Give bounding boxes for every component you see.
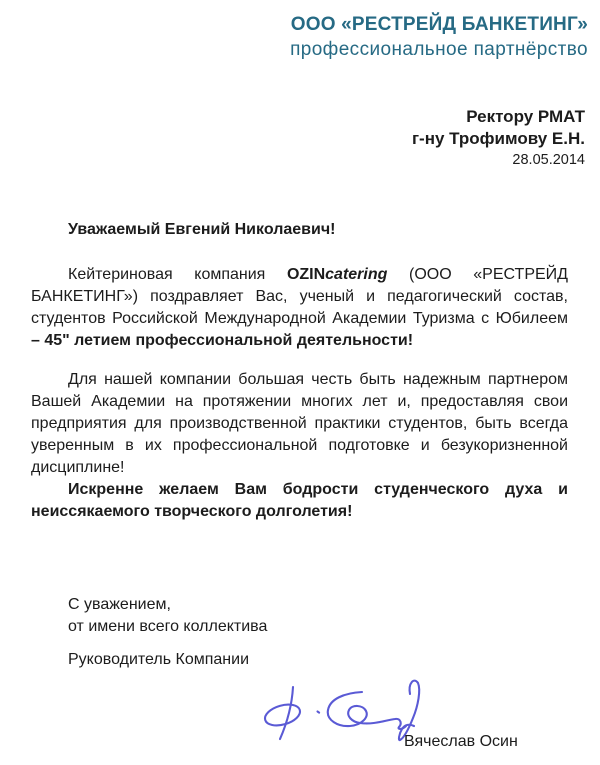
salutation: Уважаемый Евгений Николаевич! — [68, 221, 336, 238]
closing-line-1: С уважением, — [68, 596, 171, 613]
p1-lead: Кейтериновая компания — [68, 266, 287, 283]
paragraph-wishes: Искренне желаем Вам бодрости студенческого духа и неиссякаемого творческого долголетия! — [31, 481, 568, 520]
p1-rest: (ООО «РЕСТРЕЙД БАНКЕТИНГ») поздравляет Вас, ученый и педагогический состав, студентов Российской Международной Академии Туризма с Юбилеем — [31, 266, 568, 327]
letter-date: 28.05.2014 — [512, 152, 585, 168]
brand-suffix: catering — [325, 266, 388, 283]
signer-role: Руководитель Компании — [68, 651, 250, 668]
letterhead — [290, 12, 588, 62]
recipient-name: г-ну Трофимову Е.Н. — [411, 129, 585, 148]
paragraph-congratulation — [31, 264, 568, 352]
recipient-block — [412, 106, 585, 169]
closing-line-2: от имени всего коллектива — [68, 618, 268, 635]
paragraph-partnership: Для нашей компании большая честь быть надежным партнером Вашей Академии на протяжении многих лет и, предоставляя свои предприятия для производственной практики студентов, быть всегда уверенным в их профессиональной подготовке и безукоризненной дисциплине! — [31, 371, 568, 476]
p1-anniversary-emphasis: – 45" летием профессиональной деятельности! — [31, 332, 414, 349]
signer-name: Вячеслав Осин — [404, 733, 518, 750]
recipient-title: Ректору РМАТ — [466, 107, 585, 126]
closing-block — [68, 594, 267, 638]
company-tagline: профессиональное партнёрство — [290, 39, 588, 60]
company-name: ООО «РЕСТРЕЙД БАНКЕТИНГ» — [290, 14, 588, 35]
brand-name: OZIN — [286, 266, 326, 283]
